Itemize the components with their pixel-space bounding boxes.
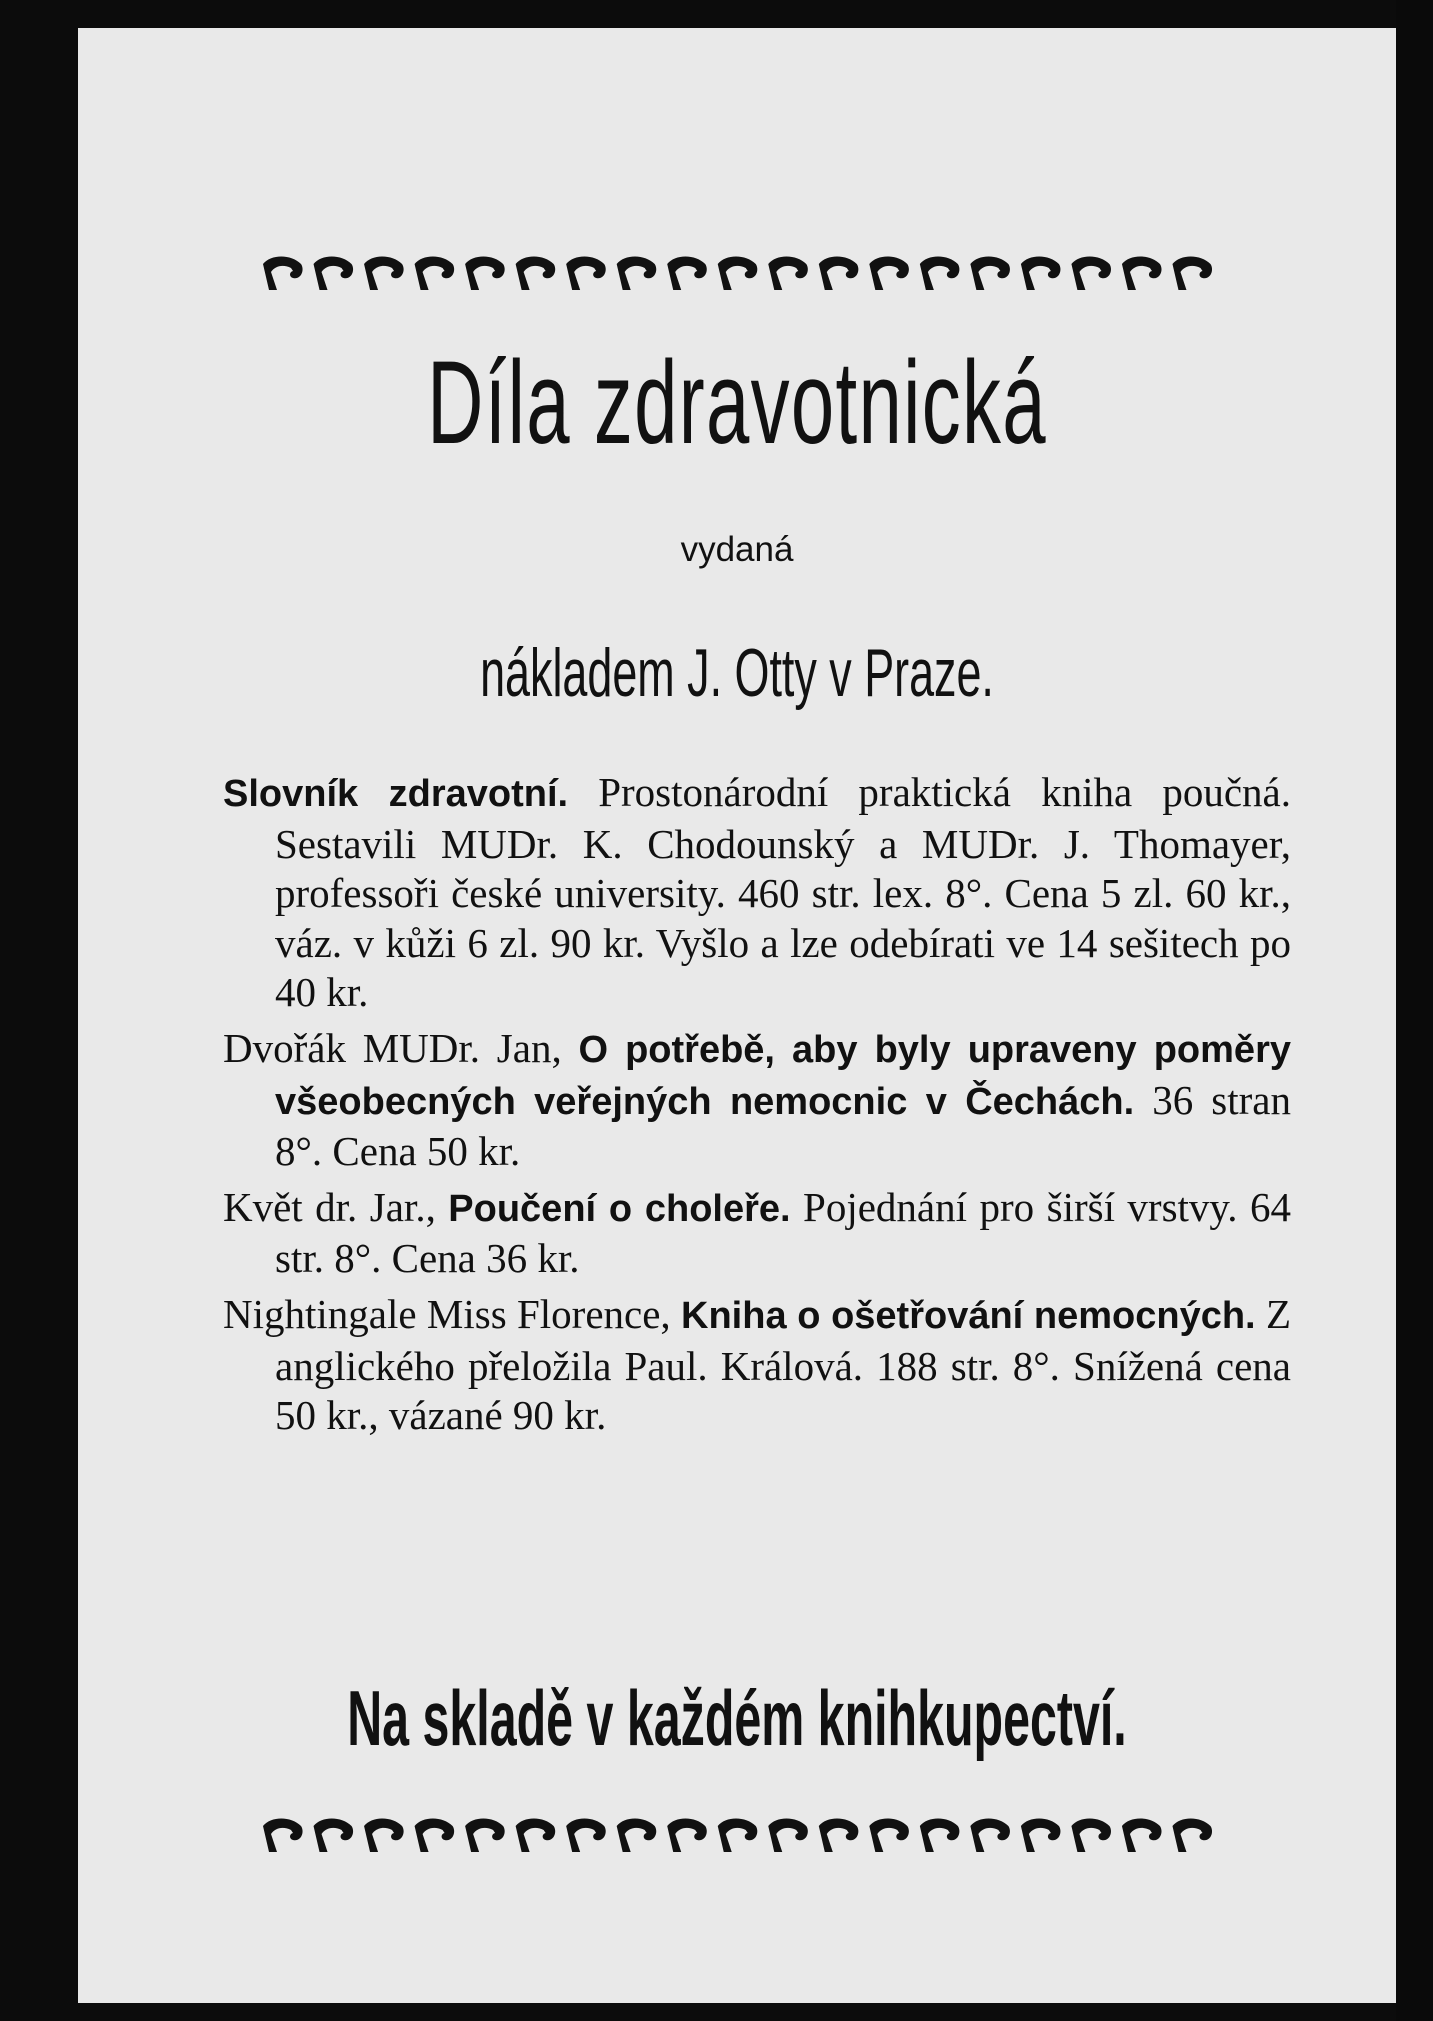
entry-author: Nightingale Miss Florence, (223, 1290, 682, 1337)
entry-title: Slovník zdravotní. (223, 773, 569, 815)
leaf-scroll-icon (465, 257, 505, 291)
leaf-scroll-icon (314, 257, 354, 291)
leaf-scroll-icon (1071, 257, 1111, 291)
list-item (223, 768, 1291, 1018)
leaf-scroll-icon (718, 257, 758, 291)
leaf-scroll-icon (364, 257, 404, 291)
leaf-scroll-icon (1071, 1819, 1111, 1853)
list-item (223, 1183, 1291, 1284)
leaf-scroll-icon (566, 257, 606, 291)
leaf-scroll-icon (263, 1819, 303, 1853)
leaf-scroll-icon (415, 1819, 455, 1853)
ornament-top-icon (257, 250, 1217, 296)
leaf-scroll-icon (617, 257, 657, 291)
entry-title: Kniha o ošetřování nemocných. (681, 1294, 1256, 1337)
ornament-bottom-icon (257, 1812, 1217, 1858)
entry-title: O potřebě, aby byly upraveny poměry všeobecných veřejných nemocnic v Čechách. (275, 1028, 1291, 1123)
entry-text: Prostonárodní praktická kniha poučná. Sestavili MUDr. K. Chodounský a MUDr. J. Thomayer, professoři české university. 460 str. lex. 8°. Cena 5 zl. 60 kr., váz. v kůži 6 zl. 90 kr. Vyšlo a lze odebírati ve 14 sešitech po 40 kr. (275, 769, 1291, 1016)
entry-text: Pojednání pro širší vrstvy. 64 str. 8°. Cena 36 kr. (275, 1183, 1291, 1282)
leaf-scroll-icon (314, 1819, 354, 1853)
leaf-scroll-icon (718, 1819, 758, 1853)
page-title: Díla zdravotnická (427, 337, 1047, 469)
book-list (223, 768, 1291, 1447)
leaf-scroll-icon (415, 257, 455, 291)
leaf-scroll-icon (768, 257, 808, 291)
leaf-scroll-icon (364, 1819, 404, 1853)
leaf-scroll-icon (516, 257, 556, 291)
leaf-scroll-icon (869, 257, 909, 291)
leaf-scroll-icon (667, 257, 707, 291)
entry-author: Květ dr. Jar., (223, 1183, 449, 1230)
entry-author: Dvořák MUDr. Jan, (223, 1024, 579, 1071)
ornament-bottom (78, 1812, 1396, 1858)
leaf-scroll-icon (263, 257, 303, 291)
list-item (223, 1290, 1291, 1441)
scan-border (1396, 0, 1433, 2021)
leaf-scroll-icon (970, 1819, 1010, 1853)
leaf-scroll-icon (869, 1819, 909, 1853)
leaf-scroll-icon (667, 1819, 707, 1853)
leaf-scroll-icon (768, 1819, 808, 1853)
leaf-scroll-icon (465, 1819, 505, 1853)
leaf-scroll-icon (819, 257, 859, 291)
leaf-scroll-icon (1172, 1819, 1212, 1853)
leaf-scroll-icon (1021, 1819, 1061, 1853)
leaf-scroll-icon (1172, 257, 1212, 291)
ornament-top (78, 250, 1396, 296)
leaf-scroll-icon (617, 1819, 657, 1853)
leaf-scroll-icon (920, 257, 960, 291)
leaf-scroll-icon (920, 1819, 960, 1853)
leaf-scroll-icon (819, 1819, 859, 1853)
subtitle: vydaná (680, 530, 794, 569)
leaf-scroll-icon (516, 1819, 556, 1853)
entry-text: Z anglického přeložila Paul. Králová. 188 str. 8°. Snížená cena 50 kr., vázané 90 kr. (275, 1290, 1291, 1439)
leaf-scroll-icon (566, 1819, 606, 1853)
document-page (78, 28, 1396, 2003)
leaf-scroll-icon (1021, 257, 1061, 291)
leaf-scroll-icon (1122, 257, 1162, 291)
leaf-scroll-icon (970, 257, 1010, 291)
footer-notice: Na skladě v každém knihkupectví. (347, 1674, 1127, 1762)
publisher-line: nákladem J. Otty v Praze. (480, 635, 994, 711)
entry-title: Poučení o choleře. (448, 1187, 791, 1230)
list-item (223, 1024, 1291, 1177)
entry-text: 36 stran 8°. Cena 50 kr. (275, 1076, 1291, 1175)
leaf-scroll-icon (1122, 1819, 1162, 1853)
